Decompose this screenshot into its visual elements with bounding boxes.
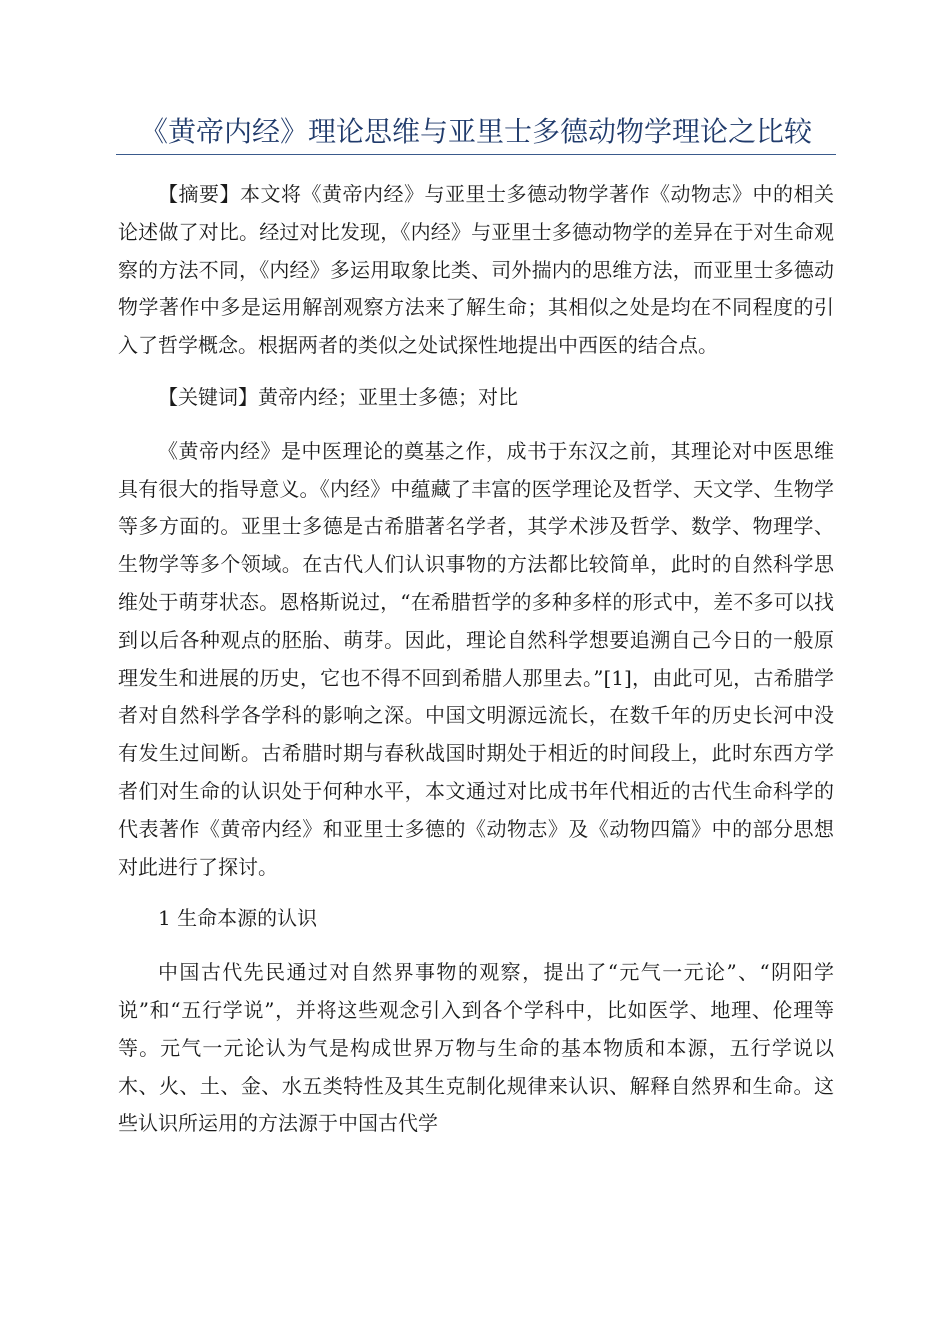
intro-paragraph: 《黄帝内经》是中医理论的奠基之作，成书于东汉之前，其理论对中医思维具有很大的指导意义。《内经》中蕴藏了丰富的医学理论及哲学、天文学、生物学等多方面的。亚里士多德是古希腊著名学者，其学术涉及哲学、数学、物理学、生物学等多个领域。在古代人们认识事物的方法都比较简单，此时的自然科学思维处于萌芽状态。恩格斯说过，“在希腊哲学的多种多样的形式中，差不多可以找到以后各种观点的胚胎、萌芽。因此，理论自然科学想要追溯自己今日的一般原理发生和进展的历史，它也不得不回到希腊人那里去。”[1]，由此可见，古希腊学者对自然科学各学科的影响之深。中国文明源远流长，在数千年的历史长河中没有发生过间断。古希腊时期与春秋战国时期处于相近的时间段上，此时东西方学者们对生命的认识处于何种水平，本文通过对比成书年代相近的古代生命科学的代表著作《黄帝内经》和亚里士多德的《动物志》及《动物四篇》中的部分思想对此进行了探讨。 bbox=[118, 438, 834, 879]
document-title: 《黄帝内经》理论思维与亚里士多德动物学理论之比较 bbox=[139, 115, 812, 148]
document-body bbox=[118, 176, 834, 1157]
section-heading: 1 生命本源的认识 bbox=[158, 906, 318, 931]
section-paragraph: 中国古代先民通过对自然界事物的观察，提出了“元气一元论”、“阴阳学说”和“五行学说”，并将这些观念引入到各个学科中，比如医学、地理、伦理等等。元气一元论认为气是构成世界万物与生命的基本物质和本源，五行学说以木、火、土、金、水五类特性及其生克制化规律来认识、解释自然界和生命。这些认识所运用的方法源于中国古代学 bbox=[118, 960, 834, 1136]
keywords-paragraph: 【关键词】黄帝内经；亚里士多德；对比 bbox=[158, 384, 518, 409]
title-underline bbox=[116, 154, 836, 155]
abstract-paragraph: 【摘要】本文将《黄帝内经》与亚里士多德动物学著作《动物志》中的相关论述做了对比。经过对比发现，《内经》与亚里士多德动物学的差异在于对生命观察的方法不同，《内经》多运用取象比类、司外揣内的思维方法，而亚里士多德动物学著作中多是运用解剖观察方法来了解生命；其相似之处是均在不同程度的引入了哲学概念。根据两者的类似之处试探性地提出中西医的结合点。 bbox=[118, 182, 834, 358]
